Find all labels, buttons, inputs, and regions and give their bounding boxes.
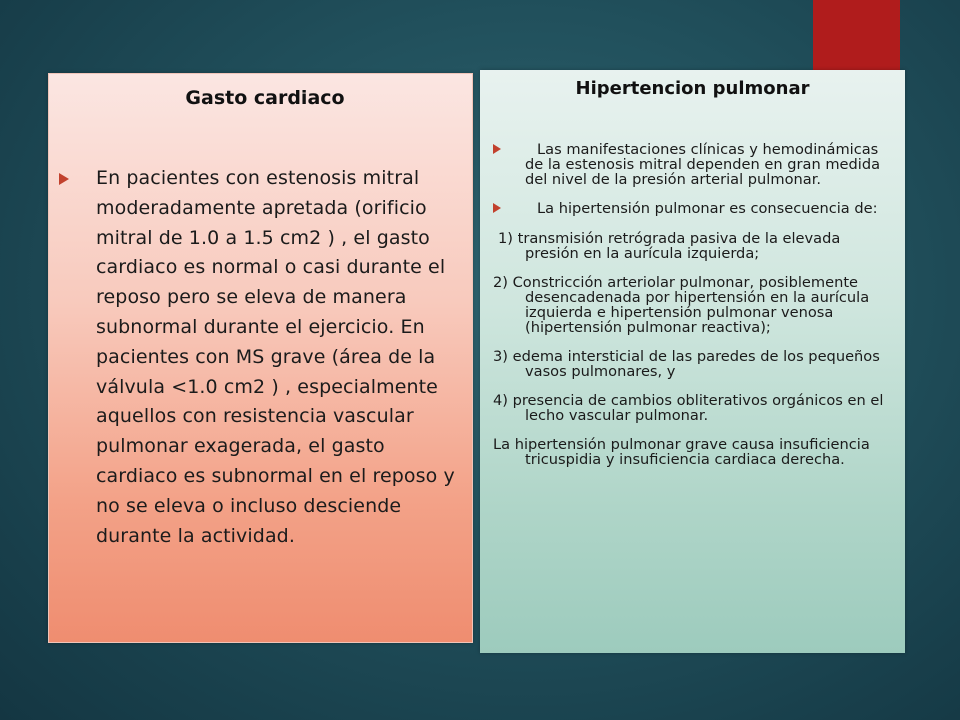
accent-bar (813, 0, 900, 72)
hipertencion-pulmonar-title: Hipertencion pulmonar (575, 78, 810, 99)
bullet-text: La hipertensión pulmonar es consecuencia de: (537, 200, 878, 217)
gasto-cardiaco-panel (48, 73, 473, 643)
bullet-text: Las manifestaciones clínicas y hemodinámicas de la estenosis mitral dependen en gran medida del nivel de la presión arterial pulmonar. (525, 141, 881, 188)
gasto-cardiaco-bullet (59, 164, 459, 551)
cause-paragraph: 3) edema intersticial de las paredes de los pequeños vasos pulmonares, y (493, 348, 880, 380)
conclusion-paragraph: La hipertensión pulmonar grave causa insuficiencia tricuspidia y insuficiencia cardiaca derecha. (493, 436, 870, 468)
bullet-arrow-icon (493, 203, 501, 213)
cause-paragraph: 2) Constricción arteriolar pulmonar, posiblemente desencadenada por hipertensión en la aurícula izquierda e hipertensión pulmonar venosa (hipertensión pulmonar reactiva); (493, 274, 870, 336)
bullet-item (493, 142, 898, 187)
cause-paragraph: 4) presencia de cambios obliterativos orgánicos en el lecho vascular pulmonar. (493, 392, 884, 424)
cause-paragraph: 1) transmisión retrógrada pasiva de la elevada presión en la aurícula izquierda; (498, 230, 841, 262)
gasto-cardiaco-text: En pacientes con estenosis mitral moderadamente apretada (orificio mitral de 1.0 a 1.5 cm2 ) , el gasto cardiaco es normal o casi durante el reposo pero se eleva de manera subnormal durante el ejercicio. En pacientes con MS grave (área de la válvula <1.0 cm2 ) , especialmente aquellos con resistencia vascular pulmonar exagerada, el gasto cardiaco es subnormal en el reposo y no se eleva o incluso desciende durante la actividad. (96, 167, 455, 547)
bullet-item (493, 201, 898, 216)
bullet-arrow-icon (59, 173, 69, 185)
hipertencion-pulmonar-panel (480, 70, 905, 653)
hipertencion-pulmonar-body (493, 142, 898, 481)
bullet-arrow-icon (493, 144, 501, 154)
gasto-cardiaco-title: Gasto cardiaco (185, 87, 345, 109)
